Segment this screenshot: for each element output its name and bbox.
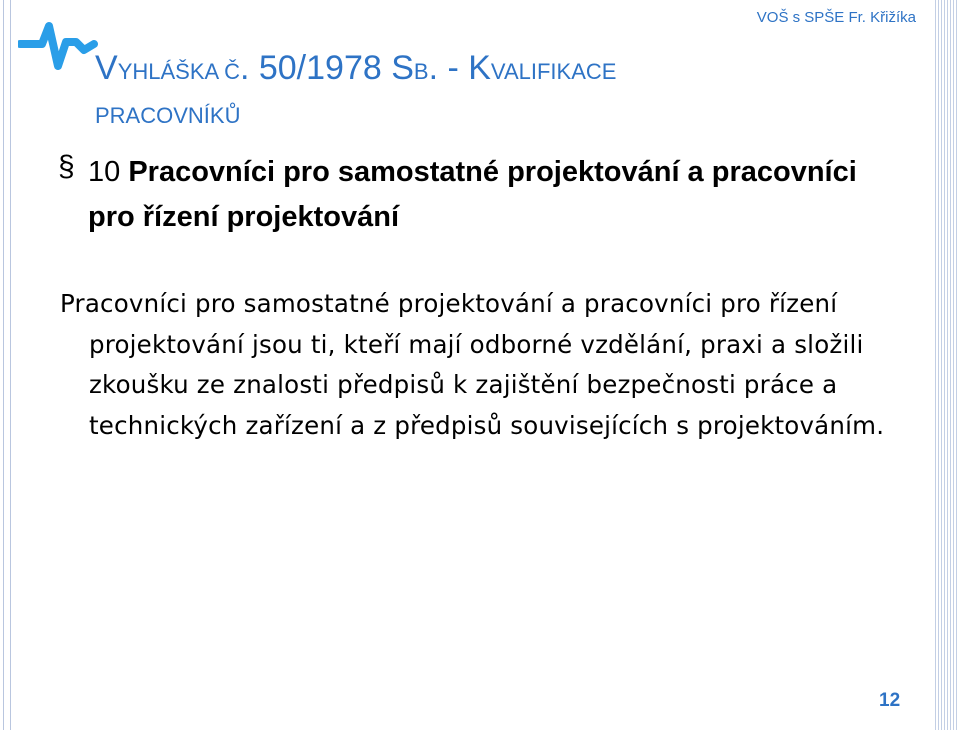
left-frame-line [3, 0, 11, 730]
section-heading [88, 150, 868, 240]
body-paragraph: Pracovníci pro samostatné projektování a pracovníci pro řízení projektování jsou ti, kteří mají odborné vzdělání, praxi a složili zkoušku ze znalosti předpisů k zajištění bezpečnosti práce a technických zařízení a z předpisů souvisejících s projektováním. [60, 289, 885, 440]
title-part: YHLÁŠKA Č [117, 59, 240, 84]
title-part: V [95, 49, 118, 87]
org-label: VOŠ s SPŠE Fr. Křižíka [756, 9, 916, 26]
title-line-2: PRACOVNÍKŮ [95, 103, 241, 128]
title-part: VALIFIKACE [490, 59, 617, 84]
wave-logo-icon [18, 14, 100, 74]
section-number: 10 [88, 156, 121, 188]
slide-title [95, 46, 835, 138]
section-symbol: § [58, 150, 75, 183]
section-heading-text: Pracovníci pro samostatné projektování a pracovníci pro řízení projektování [88, 156, 857, 233]
title-part: . 50/1978 S [239, 49, 414, 87]
title-part: B [413, 59, 429, 84]
page-number: 12 [879, 690, 901, 711]
right-frame-stripes [933, 0, 957, 730]
title-part: . - K [428, 49, 491, 87]
